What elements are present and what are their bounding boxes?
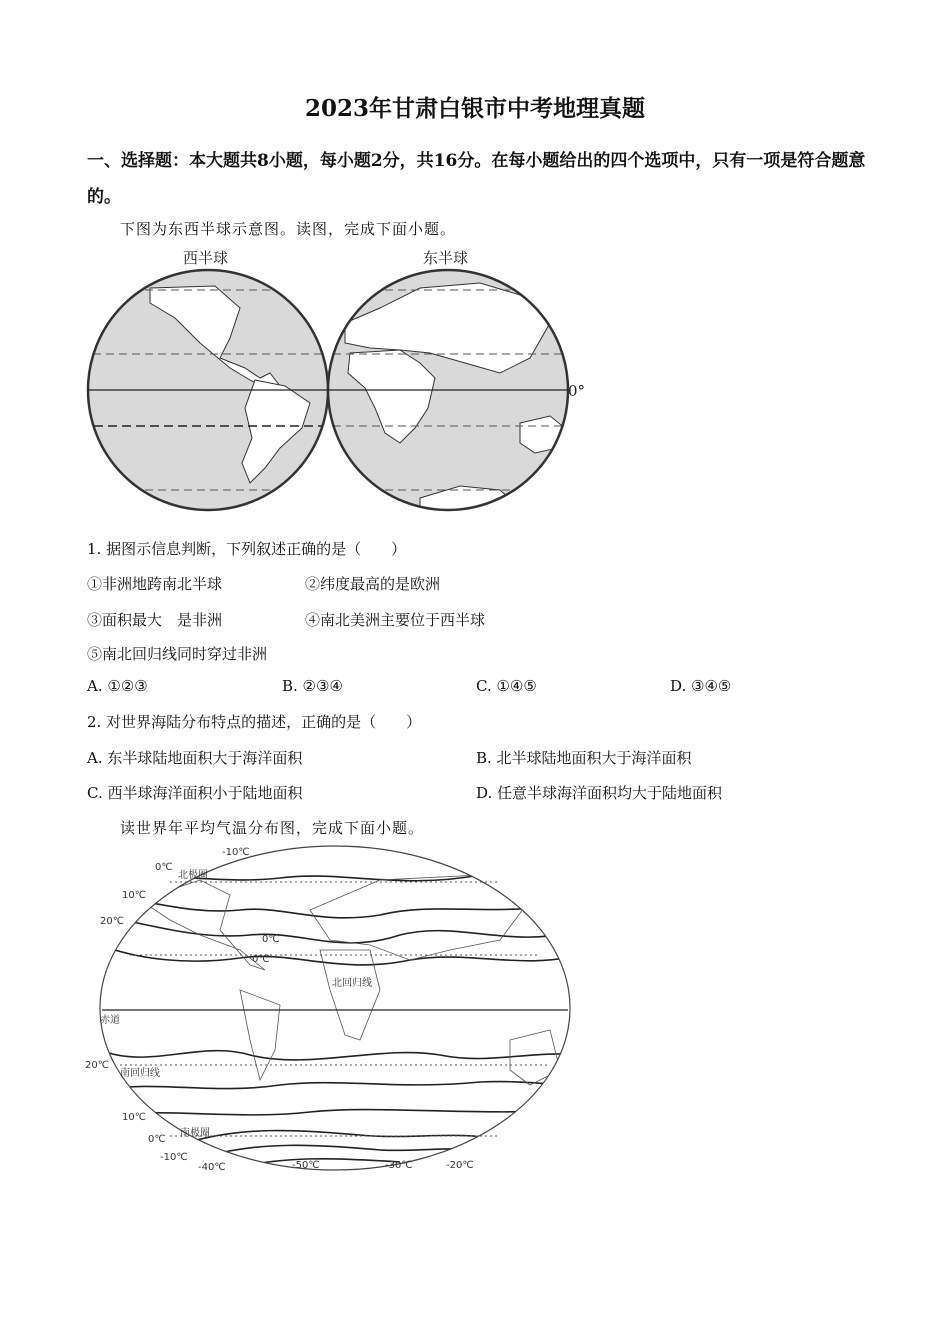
label-s20: 20℃ bbox=[85, 1060, 109, 1071]
page-title: 2023年甘肃白银市中考地理真题 bbox=[304, 95, 645, 122]
q1-statement-3: ③面积最大 是非洲 bbox=[87, 611, 223, 629]
q2-option-c[interactable]: C. 西半球海洋面积小于陆地面积 bbox=[87, 784, 303, 802]
label-m40: -40℃ bbox=[198, 1162, 226, 1173]
q2-option-d[interactable]: D. 任意半球海洋面积均大于陆地面积 bbox=[476, 784, 723, 802]
west-hemisphere-label: 西半球 bbox=[183, 249, 229, 267]
q1-option-b[interactable]: B. ②③④ bbox=[282, 677, 343, 695]
label-arctic: 北极圈 bbox=[178, 870, 208, 881]
west-hemisphere bbox=[80, 268, 340, 518]
label-m30: -30℃ bbox=[385, 1160, 413, 1171]
q1-statement-2: ②纬度最高的是欧洲 bbox=[305, 575, 441, 593]
label-sm10: -10℃ bbox=[160, 1152, 188, 1163]
label-s10: 10℃ bbox=[122, 1112, 146, 1123]
intro-hemisphere: 下图为东西半球示意图。读图，完成下面小题。 bbox=[120, 220, 457, 238]
q1-stem: 1. 据图示信息判断，下列叙述正确的是（ ） bbox=[87, 540, 407, 558]
q2-option-b[interactable]: B. 北半球陆地面积大于海洋面积 bbox=[476, 749, 692, 767]
map-outline bbox=[100, 846, 570, 1170]
section-heading: 一、选择题：本大题共8小题，每小题2分，共16分。在每小题给出的四个选项中，只有一项是符合题意的。 bbox=[87, 151, 866, 207]
q2-option-a[interactable]: A. 东半球陆地面积大于海洋面积 bbox=[87, 749, 303, 767]
q1-option-c[interactable]: C. ①④⑤ bbox=[476, 677, 537, 695]
label-n10: 10℃ bbox=[122, 890, 146, 901]
label-n0: 0℃ bbox=[155, 862, 173, 873]
label-antarctic: 南极圈 bbox=[180, 1128, 210, 1139]
temperature-map bbox=[80, 840, 580, 1180]
label-m50: -50℃ bbox=[292, 1160, 320, 1171]
hemisphere-map bbox=[80, 268, 600, 518]
q2-stem: 2. 对世界海陆分布特点的描述，正确的是（ ） bbox=[87, 713, 422, 731]
label-inner0: 0℃ bbox=[262, 934, 280, 945]
east-hemisphere bbox=[320, 268, 580, 518]
label-m20: -20℃ bbox=[446, 1160, 474, 1171]
q1-statement-5: ⑤南北回归线同时穿过非洲 bbox=[87, 645, 268, 663]
label-inner0b: 0℃ bbox=[252, 954, 270, 965]
east-hemisphere-label: 东半球 bbox=[423, 249, 469, 267]
label-tropic-s: 南回归线 bbox=[120, 1068, 160, 1079]
label-n20: 20℃ bbox=[100, 916, 124, 927]
equator-label: 0° bbox=[568, 382, 586, 400]
q1-option-d[interactable]: D. ③④⑤ bbox=[670, 677, 732, 695]
q1-statement-1: ①非洲地跨南北半球 bbox=[87, 575, 223, 593]
q1-option-a[interactable]: A. ①②③ bbox=[87, 677, 148, 695]
label-top: -10℃ bbox=[222, 847, 250, 858]
label-tropic-n: 北回归线 bbox=[332, 978, 372, 989]
q1-statement-4: ④南北美洲主要位于西半球 bbox=[305, 611, 486, 629]
label-equator: 赤道 bbox=[100, 1015, 120, 1026]
intro-temperature: 读世界年平均气温分布图，完成下面小题。 bbox=[120, 819, 425, 837]
label-s0: 0℃ bbox=[148, 1134, 166, 1145]
